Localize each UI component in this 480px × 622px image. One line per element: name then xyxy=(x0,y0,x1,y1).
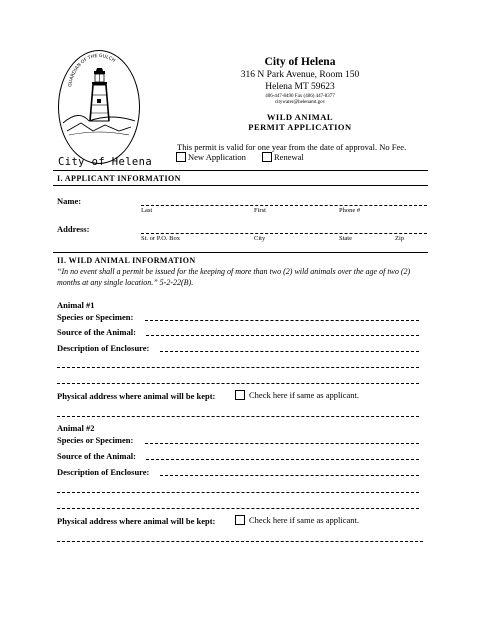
name-first-caption: First xyxy=(254,207,266,214)
form-subtitle: PERMIT APPLICATION xyxy=(248,122,352,132)
office-address: 316 N Park Avenue, Room 150 xyxy=(240,70,360,80)
address-street-caption: St. or P.O. Box xyxy=(141,235,181,242)
validity-note: This permit is valid for one year from the date of approval. No Fee. xyxy=(177,142,407,152)
animal-2-same-address-label: Check here if same as applicant. xyxy=(249,515,359,525)
animal-2-physical-input[interactable] xyxy=(57,541,423,542)
renewal-checkbox[interactable] xyxy=(262,152,272,162)
new-application-checkbox[interactable] xyxy=(176,152,186,162)
ordinance-quote: “In no event shall a permit be issued for the keeping of more than two (2) wild animals over the age of two (2) months at any single location.” 5-2-22(B). xyxy=(57,267,411,287)
animal-1-species-label: Species or Specimen: xyxy=(57,312,134,322)
name-phone-caption: Phone # xyxy=(339,207,361,214)
animal-1-source-label: Source of the Animal: xyxy=(57,327,136,337)
section-applicant-title: I. APPLICANT INFORMATION xyxy=(57,174,181,183)
seal-ring-text: GUARDIAN OF THE GULCH xyxy=(68,53,116,88)
animal-2-enclosure-line-3[interactable] xyxy=(57,508,419,509)
animal-2-same-address-checkbox[interactable] xyxy=(235,515,245,525)
animal-1-enclosure-label: Description of Enclosure: xyxy=(57,343,150,353)
animal-1-same-address-checkbox[interactable] xyxy=(235,390,245,400)
address-state-caption: State xyxy=(339,235,352,242)
animal-1-enclosure-line-2[interactable] xyxy=(57,367,419,368)
animal-2-enclosure-line-2[interactable] xyxy=(57,492,419,493)
animal-1-species-input[interactable] xyxy=(145,320,419,321)
office-phone-fax: 406-447-8490 Fax (406) 447-8377 xyxy=(265,94,335,99)
city-seal xyxy=(58,50,140,164)
new-application-option[interactable] xyxy=(176,152,246,162)
animal-2-enclosure-input[interactable] xyxy=(160,475,419,476)
address-city-caption: City xyxy=(254,235,266,242)
animal-1-source-input[interactable] xyxy=(146,335,419,336)
office-email: citywater@helenamt.gov xyxy=(274,100,326,105)
animal-2-source-input[interactable] xyxy=(146,459,419,460)
form-title: WILD ANIMAL xyxy=(266,112,334,122)
renewal-label: Renewal xyxy=(274,152,304,162)
animal-1-same-address-label: Check here if same as applicant. xyxy=(249,390,359,400)
section-divider xyxy=(53,170,428,171)
name-last-caption: Last xyxy=(141,207,153,214)
animal-1-physical-input[interactable] xyxy=(57,416,419,417)
animal-2-species-label: Species or Specimen: xyxy=(57,435,134,445)
animal-1-same-address-option[interactable] xyxy=(235,390,359,400)
lighthouse-icon xyxy=(59,51,139,163)
animal-2-source-label: Source of the Animal: xyxy=(57,451,136,461)
address-zip-caption: Zip xyxy=(395,235,405,242)
animal-2-title: Animal #2 xyxy=(57,423,95,433)
renewal-option[interactable] xyxy=(262,152,304,162)
section-divider xyxy=(53,185,428,186)
animal-2-enclosure-label: Description of Enclosure: xyxy=(57,467,150,477)
seal-caption: City of Helena xyxy=(58,156,153,168)
animal-1-enclosure-input[interactable] xyxy=(160,351,419,352)
animal-2-physical-label: Physical address where animal will be kept: xyxy=(57,516,216,526)
office-city-state-zip: Helena MT 59623 xyxy=(265,82,335,92)
name-label: Name: xyxy=(57,196,82,206)
new-application-label: New Application xyxy=(188,152,246,162)
section-animal-title: II. WILD ANIMAL INFORMATION xyxy=(57,256,196,265)
animal-1-title: Animal #1 xyxy=(57,300,95,310)
animal-1-enclosure-line-3[interactable] xyxy=(57,383,419,384)
address-input-line[interactable] xyxy=(141,233,427,234)
address-label: Address: xyxy=(57,224,90,234)
animal-2-species-input[interactable] xyxy=(145,443,419,444)
animal-2-same-address-option[interactable] xyxy=(235,515,359,525)
name-input-line[interactable] xyxy=(141,205,427,206)
office-name: City of Helena xyxy=(264,56,336,68)
section-divider xyxy=(53,252,428,253)
animal-1-physical-label: Physical address where animal will be kept: xyxy=(57,391,216,401)
